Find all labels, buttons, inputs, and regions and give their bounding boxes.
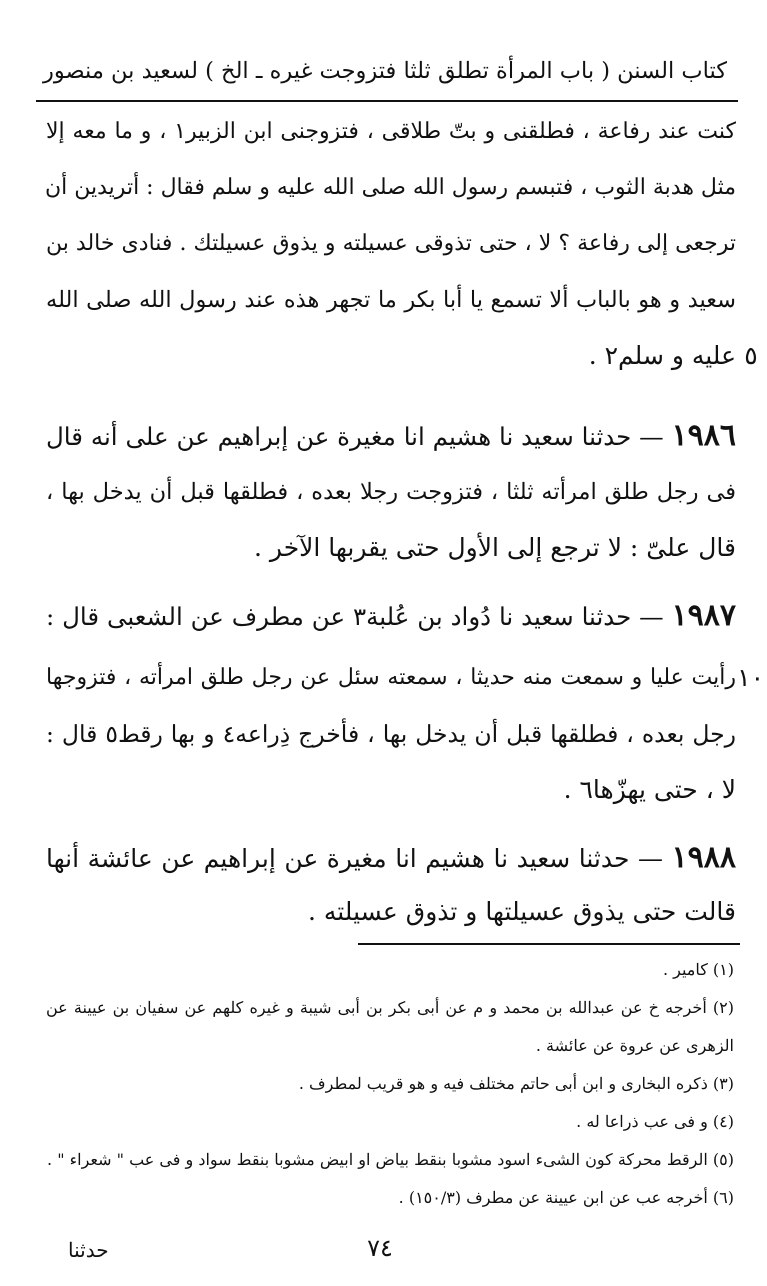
hadith-text: — حدثنا سعيد نا هشيم انا مغيرة عن إبراهيم عن على أنه قال bbox=[46, 422, 664, 451]
footnote: الزهرى عن عروة عن عائشة . bbox=[535, 1036, 734, 1055]
hadith-1988-line bbox=[46, 830, 736, 886]
footnote: (٦) أخرجه عب عن ابن عيينة عن مطرف (١٥٠/٣) . bbox=[398, 1188, 734, 1207]
hadith-1987-line bbox=[46, 588, 736, 644]
text-line: سعيد و هو بالباب ألا تسمع يا أبا بكر ما تجهر هذه عند رسول الله صلى الله bbox=[46, 287, 736, 313]
hadith-number: ١٩٨٨ bbox=[671, 840, 736, 875]
hadith-text: — حدثنا سعيد نا دُواد بن عُلبة٣ عن مطرف عن الشعبى قال : bbox=[46, 602, 664, 631]
catchword: حدثنا bbox=[68, 1238, 109, 1262]
header-rule bbox=[36, 100, 738, 102]
line-marker-5: ٥ bbox=[744, 341, 758, 370]
hadith-number: ١٩٨٧ bbox=[671, 598, 736, 633]
text-line: مثل هدبة الثوب ، فتبسم رسول الله صلى الله عليه و سلم فقال : أتريدين أن bbox=[45, 175, 736, 200]
footnote-rule bbox=[358, 943, 740, 945]
hadith-number: ١٩٨٦ bbox=[671, 418, 736, 453]
text-line: قالت حتى يذوق عسيلتها و تذوق عسيلته . bbox=[307, 897, 736, 926]
text-line: ترجعى إلى رفاعة ؟ لا ، حتى تذوقى عسيلته و يذوق عسيلتك . فنادى خالد بن bbox=[46, 231, 736, 256]
text-line: فى رجل طلق امرأته ثلثا ، فتزوجت رجلا بعده ، فطلقها قبل أن يدخل بها ، bbox=[46, 479, 736, 505]
text-line: رأيت عليا و سمعت منه حديثا ، سمعته سئل عن رجل طلق امرأته ، فتزوجها bbox=[46, 665, 736, 690]
hadith-1986-line bbox=[46, 408, 736, 464]
text-line: لا ، حتى يهزّها٦ . bbox=[563, 775, 736, 804]
line-marker-10: ١٠ bbox=[737, 663, 764, 692]
text-line: كنت عند رفاعة ، فطلقنى و بتّ طلاقى ، فتزوجنى ابن الزبير١ ، و ما معه إلا bbox=[46, 119, 736, 144]
footnote: (٣) ذكره البخارى و ابن أبى حاتم مختلف فيه و هو قريب لمطرف . bbox=[298, 1074, 734, 1093]
text-line: قال علىّ : لا ترجع إلى الأول حتى يقربها الآخر . bbox=[254, 533, 736, 562]
footnote: (٢) أخرجه خ عن عبدالله بن محمد و م عن أبى بكر بن أبى شيبة و غيره كلهم عن سفيان بن عيينة عن bbox=[46, 998, 735, 1017]
footnote: (٤) و فى عب ذراعا له . bbox=[576, 1112, 734, 1131]
text-line: رجل بعده ، فطلقها قبل أن يدخل بها ، فأخرج ذِراعه٤ و بها رقط٥ قال : bbox=[46, 720, 737, 748]
hadith-text: — حدثنا سعيد نا هشيم انا مغيرة عن إبراهيم عن عائشة أنها bbox=[46, 844, 664, 873]
text-line: عليه و سلم٢ . bbox=[588, 341, 736, 370]
footnote: (١) كامير . bbox=[662, 960, 734, 979]
footnote: (٥) الرقط محركة كون الشىء اسود مشوبا بنقط بياض او ابيض مشوبا بنقط سواد و فى عب " شعراء " . bbox=[47, 1150, 734, 1169]
running-header: كتاب السنن ( باب المرأة تطلق ثلثا فتزوجت غيره ـ الخ ) لسعيد بن منصور bbox=[43, 58, 727, 84]
page-number: ٧٤ bbox=[367, 1234, 393, 1262]
